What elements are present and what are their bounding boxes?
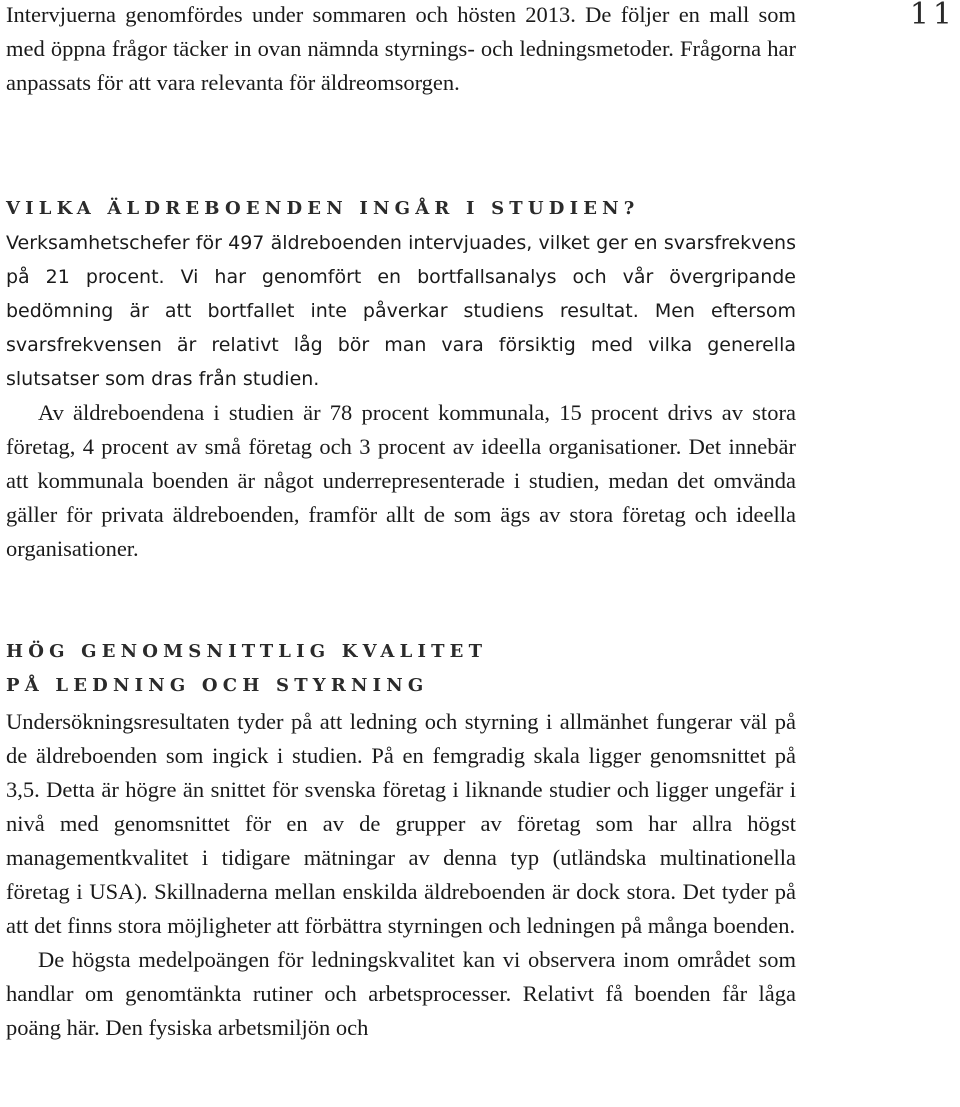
intro-paragraph: Intervjuerna genomfördes under sommaren och hösten 2013. De följer en mall som med öppna frågor täcker in ovan nämnda styrnings- och ledningsmetoder. Frågorna har anpassats för att vara relevanta för äldreomsorgen. [6,2,796,95]
section-paragraph: Verksamhetschefer för 497 äldreboenden intervjuades, vilket ger en svarsfrekvens på 21 procent. Vi har genomfört en bortfallsanalys och vår övergripande bedömning är att bortfallet inte påverkar studiens resultat. Men eftersom svarsfrekvensen är relativt låg bör man vara försiktig med vilka generella slutsatser som dras från studien. [6,232,796,390]
section-paragraph: De högsta medelpoängen för ledningskvalitet kan vi observera inom området som handlar om genomtänkta rutiner och arbetsprocesser. Relativt få boenden får låga poäng här. Den fysiska arbetsmiljön och [6,947,796,1040]
page-number: 11 [909,0,956,32]
section-heading: VILKA ÄLDREBOENDEN INGÅR I STUDIEN? [6,198,640,219]
section-heading-line-2: PÅ LEDNING OCH STYRNING [6,675,429,696]
section-paragraph: Undersökningsresultaten tyder på att ledning och styrning i allmänhet fungerar väl på de äldreboenden som ingick i studien. På en femgradig skala ligger genomsnittet på 3,5. Detta är högre än snittet för svenska företag i liknande studier och ligger ungefär i nivå med genomsnittet för en av de grupper av företag som har allra högst managementkvalitet i tidigare mätningar av denna typ (utländska multinationella företag i USA). Skillnaderna mellan enskilda äldreboenden är dock stora. Det tyder på att det finns stora möjligheter att förbättra styrningen och ledningen på många boenden. [6,709,796,938]
section-kvalitet [6,635,796,1045]
section-studien [6,192,796,566]
section-paragraph: Av äldreboendena i studien är 78 procent kommunala, 15 procent drivs av stora företag, 4 procent av små företag och 3 procent av ideella organisationer. Det innebär att kommunala boenden är något underrepresenterade i studien, medan det omvända gäller för privata äldreboenden, framför allt de som ägs av stora företag och ideella organisationer. [6,400,796,561]
intro-block [6,0,796,100]
section-heading-line-1: HÖG GENOMSNITTLIG KVALITET [6,641,488,662]
